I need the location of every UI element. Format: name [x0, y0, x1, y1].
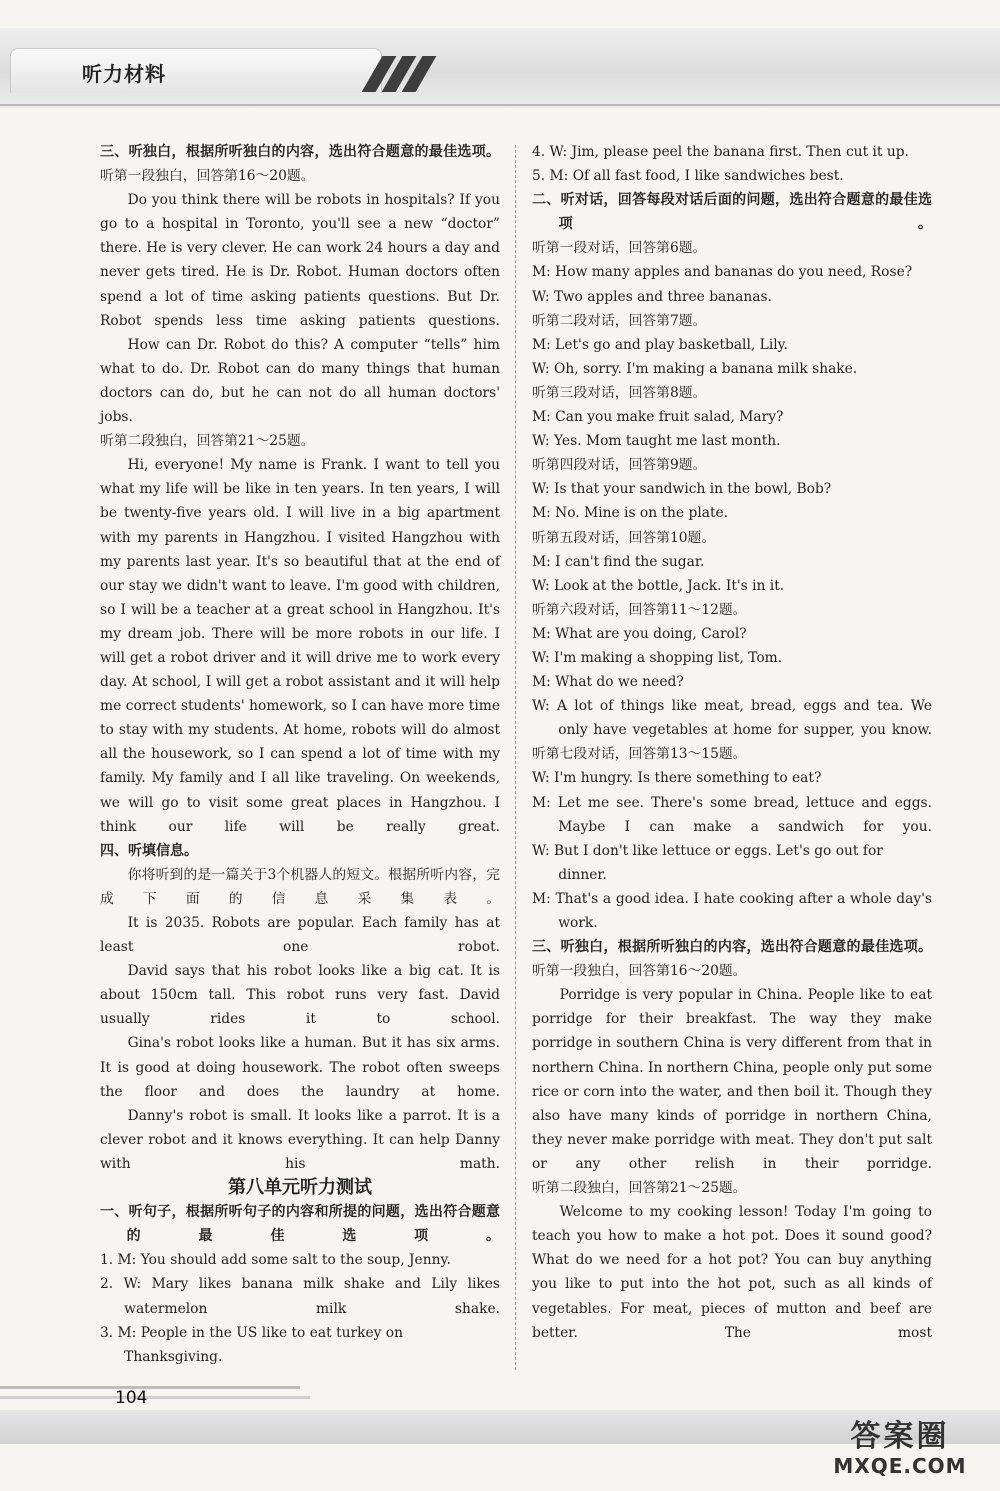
text-paragraph: Gina's robot looks like a human. But it has six arms. It is good at doing housework. The robot often sweeps the floor and does the laundry at home. — [100, 1035, 500, 1100]
text-paragraph: W: But I don't like lettuce or eggs. Let's go out for dinner. — [532, 842, 883, 883]
footer-line — [0, 1396, 310, 1399]
watermark-logo — [810, 1420, 990, 1478]
text-paragraph: 听第三段对话，回答第8题。 — [532, 384, 707, 401]
watermark-url: MXQE.COM — [833, 1454, 967, 1478]
text-paragraph: Danny's robot is small. It looks like a parrot. It is a clever robot and it knows everything. It can help Danny with his math. — [100, 1107, 500, 1172]
text-paragraph: Welcome to my cooking lesson! Today I'm going to teach you how to make a hot pot. Does it sound good? What do we need for a hot pot? You can buy anything you like to put into the hot pot, such as all kinds of vegetables. For meat, pieces of mutton and beef are better. The most — [532, 1204, 932, 1341]
section-heading: 一、听句子，根据所听句子的内容和所提的问题，选出符合题意的最佳选项。 — [100, 1204, 500, 1245]
text-paragraph: M: Let me see. There's some bread, lettuce and eggs. Maybe I can make a sandwich for you. — [532, 794, 932, 835]
text-paragraph: 你将听到的是一篇关于3个机器人的短文。根据所听内容，完成下面的信息采集表。 — [100, 866, 500, 907]
page-number: 104 — [115, 1388, 148, 1408]
text-paragraph: 听第二段独白，回答第21～25题。 — [532, 1180, 747, 1197]
text-paragraph: 5. M: Of all fast food, I like sandwiches best. — [532, 168, 844, 185]
right-column — [532, 140, 932, 1345]
text-paragraph: M: What are you doing, Carol? — [532, 625, 747, 642]
watermark-text: 答案圈 — [850, 1419, 950, 1454]
section-title: 听力材料 — [82, 62, 166, 86]
text-paragraph: M: Let's go and play basketball, Lily. — [532, 336, 788, 353]
text-paragraph: 听第二段独白，回答第21～25题。 — [100, 433, 315, 450]
text-paragraph: W: I'm hungry. Is there something to eat? — [532, 770, 822, 787]
text-paragraph: M: I can't find the sugar. — [532, 553, 705, 570]
footer-line — [0, 1386, 300, 1389]
text-paragraph: M: That's a good idea. I hate cooking after a whole day's work. — [532, 890, 932, 931]
text-paragraph: Hi, everyone! My name is Frank. I want to tell you what my life will be like in ten years. In ten years, I will be twenty-five years old. I will live in a big apartment with my parents in Hangzhou. I visited Hangzhou with my parents last year. It's so beautiful that at the end of our stay we didn't want to leave. I'm good with children, so I will be a teacher at a great school in Hangzhou. It's my dream job. There will be more robots in our life. I will get a robot driver and it will drive me to work every day. At school, I will get a robot assistant and it will help me correct students' homework, so I can have more time to stay with my students. At home, robots will do almost all the housework, so I can spend a lot of time with my family. My family and I all like traveling. On weekends, we will go to visit some great places in Hangzhou. I think our life will be really great. — [100, 457, 500, 835]
section-heading: 二、听对话，回答每段对话后面的问题，选出符合题意的最佳选项。 — [532, 192, 932, 233]
text-paragraph: 4. W: Jim, please peel the banana first. Then cut it up. — [532, 144, 909, 160]
text-paragraph: M: What do we need? — [532, 674, 684, 691]
text-paragraph: 2. W: Mary likes banana milk shake and Lily likes watermelon milk shake. — [100, 1276, 500, 1317]
text-paragraph: W: Two apples and three bananas. — [532, 288, 772, 305]
section-heading: 四、听填信息。 — [100, 842, 198, 859]
header-stripes-decoration — [362, 56, 432, 92]
text-paragraph: W: Yes. Mom taught me last month. — [532, 433, 781, 450]
header-tab — [10, 48, 382, 93]
text-paragraph: W: A lot of things like meat, bread, eggs and tea. We only have vegetables at home for supper, you know. — [532, 698, 932, 739]
text-paragraph: 听第一段独白，回答第16～20题。 — [532, 963, 747, 980]
text-paragraph: Do you think there will be robots in hospitals? If you go to a hospital in Toronto, you'll see a new “doctor” there. He is very clever. He can work 24 hours a day and never gets tired. He is Dr. Robot. Human doctors often spend a lot of time asking patients questions. But Dr. Robot spends less time asking patients questions. — [100, 192, 500, 329]
text-paragraph: 听第二段对话，回答第7题。 — [532, 312, 707, 329]
text-paragraph: M: Can you make fruit salad, Mary? — [532, 409, 784, 426]
left-column — [100, 140, 500, 1369]
text-paragraph: 听第一段独白，回答第16～20题。 — [100, 168, 315, 185]
text-paragraph: W: Is that your sandwich in the bowl, Bob? — [532, 481, 832, 498]
text-paragraph: 听第四段对话，回答第9题。 — [532, 457, 707, 474]
text-paragraph: David says that his robot looks like a big cat. It is about 150cm tall. This robot runs very fast. David usually rides it to school. — [100, 963, 500, 1028]
text-paragraph: 3. M: People in the US like to eat turkey on Thanksgiving. — [100, 1324, 403, 1365]
column-divider — [515, 145, 516, 1370]
text-paragraph: 听第七段对话，回答第13～15题。 — [532, 746, 747, 763]
section-heading: 三、听独白，根据所听独白的内容，选出符合题意的最佳选项。 — [100, 144, 500, 160]
page-header — [0, 0, 1000, 108]
text-paragraph: How can Dr. Robot do this? A computer “tells” him what to do. Dr. Robot can do many things that human doctors can do, but he can not do all human doctors' jobs. — [100, 336, 500, 426]
text-paragraph: W: Oh, sorry. I'm making a banana milk shake. — [532, 360, 858, 377]
text-paragraph: W: I'm making a shopping list, Tom. — [532, 649, 783, 666]
text-paragraph: 听第一段对话，回答第6题。 — [532, 240, 707, 257]
text-paragraph: 听第五段对话，回答第10题。 — [532, 529, 716, 546]
header-rule — [0, 104, 1000, 106]
text-paragraph: It is 2035. Robots are popular. Each family has at least one robot. — [100, 915, 500, 956]
section-heading: 三、听独白，根据所听独白的内容，选出符合题意的最佳选项。 — [532, 939, 932, 956]
text-paragraph: M: How many apples and bananas do you need, Rose? — [532, 264, 913, 281]
text-paragraph: M: No. Mine is on the plate. — [532, 505, 729, 522]
unit-heading: 第八单元听力测试 — [228, 1177, 372, 1199]
text-paragraph: 1. M: You should add some salt to the soup, Jenny. — [100, 1252, 451, 1269]
text-paragraph: Porridge is very popular in China. People like to eat porridge for their breakfast. The way they make porridge in southern China is very different from that in northern China. In northern China, people only put some rice or corn into the water, and then boil it. Though they also have many kinds of porridge in northern China, they never make porridge with meat. They don't put salt or any other relish in their porridge. — [532, 987, 932, 1172]
text-paragraph: 听第六段对话，回答第11～12题。 — [532, 601, 747, 618]
text-paragraph: W: Look at the bottle, Jack. It's in it. — [532, 577, 785, 594]
